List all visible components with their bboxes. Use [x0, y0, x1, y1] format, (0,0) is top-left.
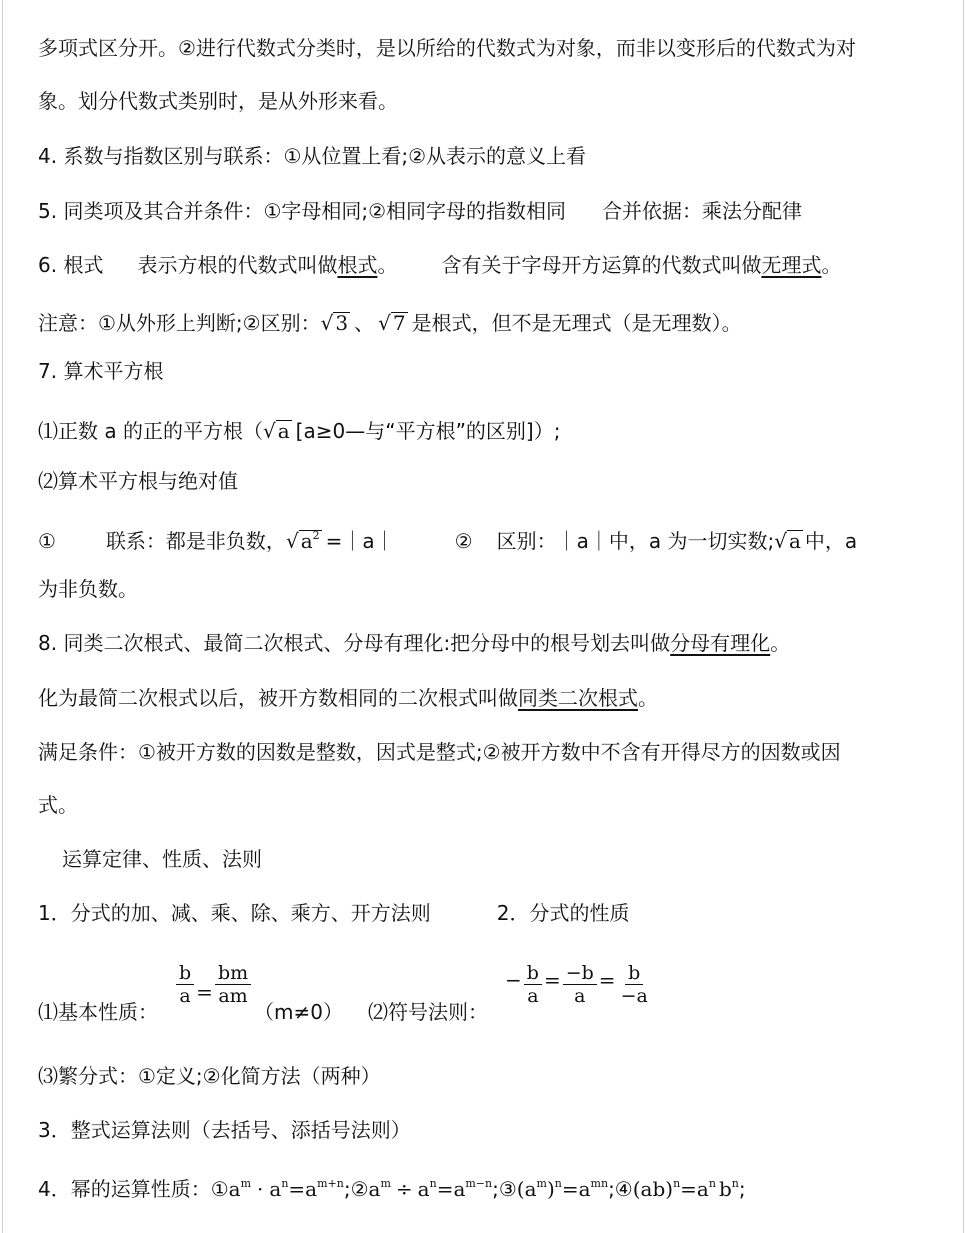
note-text: 注意：①从外形上判断;②区别： [38, 311, 321, 335]
exponent: m−n [465, 1177, 493, 1190]
equals: = [196, 980, 213, 1004]
radicand: a [277, 419, 290, 443]
base: a [269, 1177, 282, 1201]
item-6-def: 表示方根的代数式叫做 [137, 253, 338, 277]
exponent: n [673, 1177, 681, 1190]
equals: = [543, 968, 561, 992]
sign-rule-formula [505, 962, 653, 1007]
exponent: m+n [317, 1177, 344, 1190]
radicand: a [788, 529, 801, 553]
separator: ;④ [608, 1177, 633, 1201]
text-line-item-5 [38, 197, 802, 225]
relation-text: 联系：都是非负数， [105, 529, 286, 553]
abs-eq: =｜a｜ [325, 529, 395, 553]
fraction-neg-b-a [563, 962, 597, 1007]
text-line-abs: ⑵算术平方根与绝对值 [38, 469, 238, 493]
text-line-item-6 [38, 251, 841, 279]
exponent: n [708, 1177, 716, 1190]
dot: · [257, 1177, 264, 1201]
fraction-b-neg-a [618, 962, 651, 1007]
radicand [299, 530, 322, 555]
fraction-rules-text: 1．分式的加、减、乘、除、乘方、开方法则 [38, 901, 431, 925]
item-8-text: 8. 同类二次根式、最简二次根式、分母有理化:把分母中的根号划去叫做 [38, 631, 671, 655]
denominator: a [574, 985, 586, 1007]
section-heading: 运算定律、性质、法则 [62, 847, 262, 871]
minus: − [505, 968, 522, 992]
base: a [417, 1177, 430, 1201]
exponent: n [554, 1177, 562, 1190]
paren: ) [546, 1177, 555, 1201]
base: (a [516, 1177, 537, 1201]
text-line-polynomial-rules: 3．整式运算法则（去括号、添括号法则） [38, 1118, 411, 1142]
text-line-item-7: 7. 算术平方根 [38, 359, 164, 383]
numerator: b [625, 962, 643, 985]
text-line-fraction-rules [38, 899, 629, 927]
separator: ; [738, 1177, 746, 1201]
exponent: m [380, 1177, 391, 1190]
base: a [300, 529, 313, 553]
text-line-1: 多项式区分开。②进行代数式分类时，是以所给的代数式为对象，而非以变形后的代数式为对 [38, 36, 856, 60]
divide: ÷ [395, 1177, 413, 1201]
exponent: 2 [312, 529, 320, 542]
punct: 、 [354, 311, 375, 335]
sqrt-7: √ 7 [378, 311, 406, 335]
punct: 。 [821, 253, 842, 277]
punct: 。 [770, 631, 791, 655]
fraction-b-a [176, 962, 194, 1007]
irrational-def: 含有关于字母开方运算的代数式叫做 [441, 253, 762, 277]
equals-base: =a [288, 1177, 318, 1201]
radicand: 7 [392, 311, 406, 335]
text-line-complex-fraction: ⑶繁分式：①定义;②化简方法（两种） [38, 1064, 381, 1088]
sqrt-3: √ 3 [320, 311, 349, 335]
positive-root-text: ⑴正数 a 的正的平方根（ [38, 419, 263, 443]
denominator: am [218, 985, 248, 1007]
equals-base: =a [680, 1177, 709, 1201]
numerator: −b [563, 962, 597, 985]
base: a [368, 1177, 381, 1201]
term-irrational-expression: 无理式 [761, 253, 822, 277]
label-sign-rule: ⑵符号法则： [368, 1000, 488, 1024]
exponent: n [731, 1177, 739, 1190]
note-text-2: 是根式，但不是无理式（是无理数）。 [411, 311, 742, 335]
numerator: bm [215, 962, 251, 985]
punct: 。 [638, 686, 658, 710]
equals-base: =a [436, 1177, 466, 1201]
circle-2: ② [454, 529, 473, 553]
similar-radicals-text: 化为最简二次根式以后，被开方数相同的二次根式叫做 [38, 686, 518, 710]
difference-text-2: 中，a [804, 529, 858, 553]
sqrt-a-2: √ a [774, 529, 801, 553]
text-line-conditions-2: 式。 [38, 793, 78, 817]
difference-text: 区别：｜a｜中，a 为一切实数; [496, 529, 775, 553]
item-6-label: 6. 根式 [38, 253, 104, 277]
punct: 。 [377, 253, 398, 277]
denominator: −a [620, 985, 648, 1007]
merge-basis-text: 合并依据：乘法分配律 [602, 199, 803, 223]
fraction-b-a-2 [524, 962, 542, 1007]
separator: ;② [343, 1177, 369, 1201]
text-line-item-4: 4. 系数与指数区别与联系：①从位置上看;②从表示的意义上看 [38, 144, 587, 168]
exponent: n [429, 1177, 437, 1190]
power-rules-label: 4．幂的运算性质：① [38, 1177, 229, 1201]
basic-property-formula [174, 962, 253, 1007]
exponent: m [536, 1177, 547, 1190]
base: (ab) [632, 1177, 674, 1201]
label-basic-property: ⑴基本性质： [38, 1000, 158, 1024]
denominator: a [179, 985, 191, 1007]
text-line-positive-root [38, 417, 560, 445]
fraction-bm-am [215, 962, 251, 1007]
equals-base: =a [561, 1177, 591, 1201]
exponent: m [240, 1177, 252, 1190]
text-line-conditions: 满足条件：①被开方数的因数是整数，因式是整式;②被开方数中不含有开得尽方的因数或因 [38, 740, 841, 764]
text-line-item-8 [38, 629, 790, 657]
term-rationalize: 分母有理化 [670, 631, 771, 655]
equals: = [598, 968, 616, 992]
exponent: n [281, 1177, 289, 1190]
sqrt-a: √ a [262, 419, 290, 443]
sqrt-a-squared: √ $a^2$ [285, 529, 320, 553]
item-5-text: 5. 同类项及其合并条件：①字母相同;②相同字母的指数相同 [38, 199, 567, 223]
denominator: a [527, 985, 539, 1007]
separator: ;③ [492, 1177, 517, 1201]
text-line-nonneg: 为非负数。 [38, 577, 138, 601]
numerator: b [524, 962, 542, 985]
term-similar-radicals: 同类二次根式 [518, 686, 638, 710]
page-border [2, 0, 964, 1233]
fraction-property-text: 2．分式的性质 [496, 901, 630, 925]
numerator: b [176, 962, 194, 985]
exponent: mn [590, 1177, 609, 1190]
text-line-similar-radicals [38, 684, 658, 712]
text-line-2: 象。划分代数式类别时，是从外形来看。 [38, 89, 398, 113]
base: b [718, 1177, 732, 1201]
text-line-relation [38, 527, 857, 555]
text-line-note [38, 309, 742, 337]
term-radical: 根式 [337, 253, 378, 277]
text-line-power-rules [38, 1175, 746, 1207]
radicand: 3 [335, 311, 349, 335]
base: a [228, 1177, 241, 1201]
condition-m-nonzero: （m≠0） [254, 1000, 343, 1024]
positive-root-text-2: [a≥0—与“平方根”的区别]）; [295, 419, 561, 443]
circle-1: ① [38, 529, 56, 553]
